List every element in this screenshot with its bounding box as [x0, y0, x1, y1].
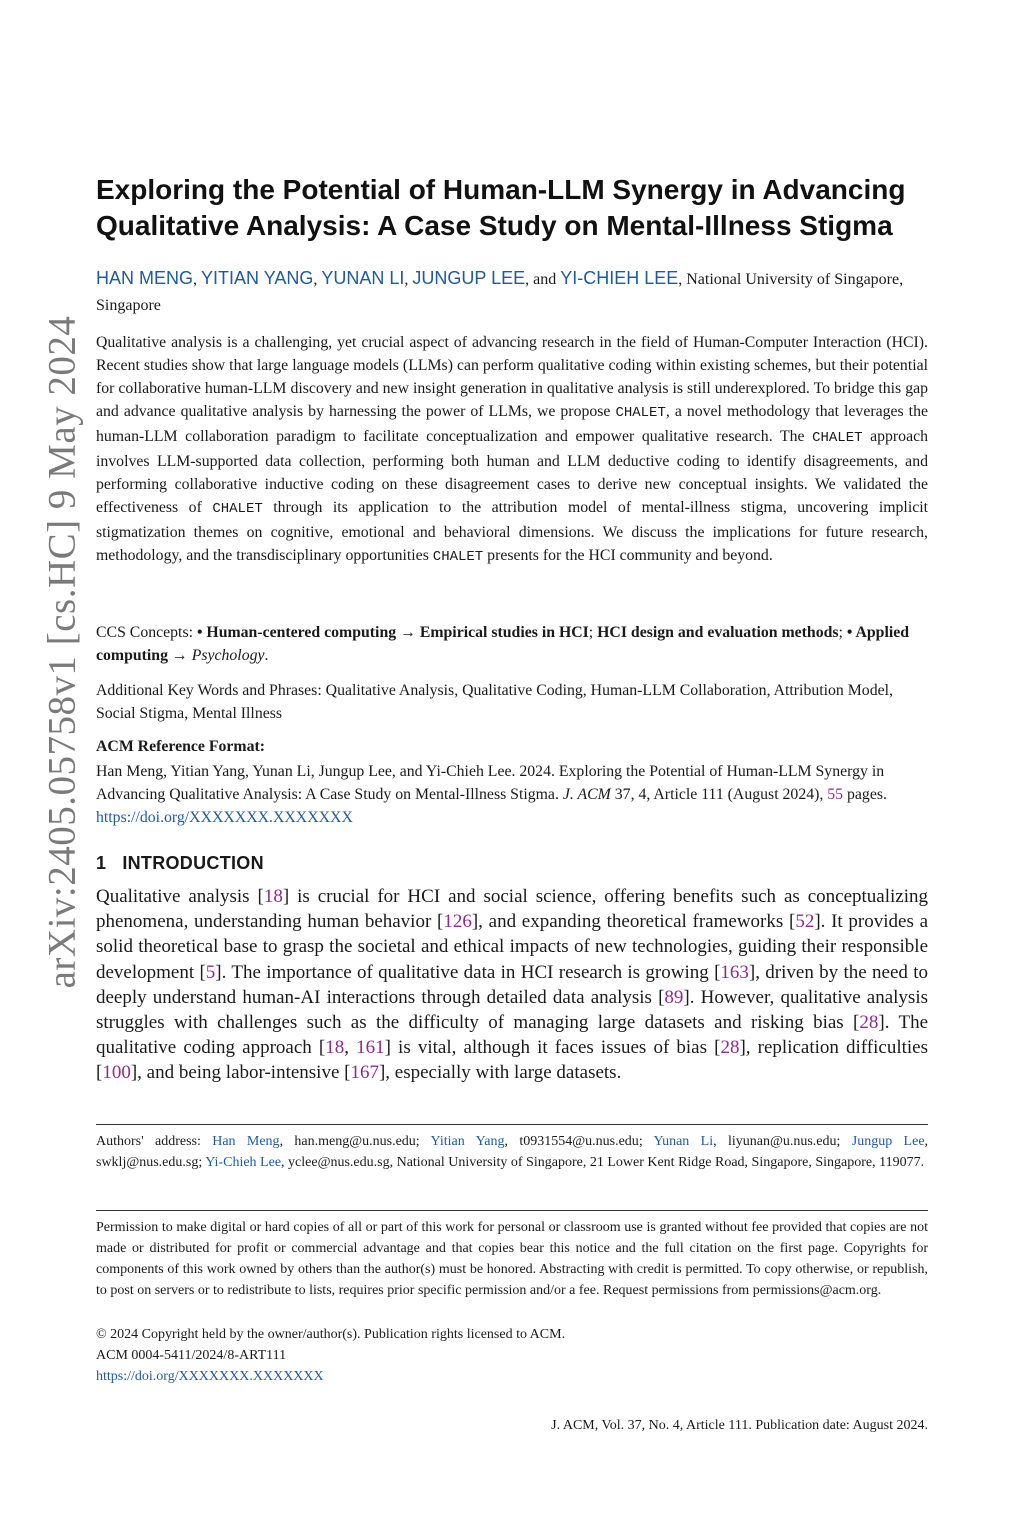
citation-link[interactable]: 18 — [325, 1037, 345, 1059]
citation-link[interactable]: 89 — [664, 986, 684, 1008]
citation-link[interactable]: 126 — [443, 911, 472, 933]
paper-title: Exploring the Potential of Human-LLM Synergy in Advancing Qualitative Analysis: A Case Study on Mental-Illness Stigma — [96, 174, 906, 241]
author-separator: , — [404, 271, 413, 288]
author-footnote-link[interactable]: Yi-Chieh Lee — [205, 1155, 282, 1170]
page-count-link[interactable]: 55 — [827, 786, 844, 803]
method-name: CHALET — [812, 430, 863, 446]
reference-format: Han Meng, Yitian Yang, Yunan Li, Jungup Lee, and Yi-Chieh Lee. 2024. Exploring the Potential of Human-LLM Synergy in Advancing Qualitative Analysis: A Case Study on Mental-Illness Stigma. J. ACM 37, 4, Article 111 (August 2024), 55 pages. https://doi.org/XXXXXXX.XXXXXXX — [96, 763, 887, 826]
author-footnote-link[interactable]: Yitian Yang — [430, 1134, 505, 1149]
author-separator: , and — [525, 271, 561, 288]
author-link[interactable]: YUNAN LI — [321, 268, 405, 288]
copyright-line: © 2024 Copyright held by the owner/author(s). Publication rights licensed to ACM. — [96, 1327, 566, 1342]
author-link[interactable]: JUNGUP LEE — [412, 268, 526, 288]
citation-link[interactable]: 5 — [205, 961, 216, 983]
authors-address: Authors' address: Han Meng, han.meng@u.nus.edu; Yitian Yang, t0931554@u.nus.edu; Yunan Li, liyunan@u.nus.edu; Jungup Lee, swklj@nus.edu.sg; Yi-Chieh Lee, yclee@nus.edu.sg, National University of Singapore, 21 Lower Kent Ridge Road, Singapore, Singapore, 119077. — [96, 1134, 929, 1170]
ccs-concepts: CCS Concepts: • Human-centered computing → Empirical studies in HCI; HCI design and evaluation methods; • Applied computing → Psychology. — [96, 624, 910, 664]
affiliation: , National University of Singapore, Singapore — [96, 271, 904, 314]
author-footnote-link[interactable]: Jungup Lee — [851, 1134, 925, 1149]
citation-link[interactable]: 100 — [102, 1062, 131, 1084]
section-heading: 1 INTRODUCTION — [96, 853, 264, 873]
author-link[interactable]: YI-CHIEH LEE — [560, 268, 679, 288]
footnote-divider — [96, 1124, 928, 1125]
author-footnote-link[interactable]: Han Meng — [212, 1134, 280, 1149]
doi-link[interactable]: https://doi.org/XXXXXXX.XXXXXXX — [96, 809, 353, 826]
method-name: CHALET — [212, 501, 263, 517]
arxiv-identifier: arXiv:2405.05758v1 [cs.HC] 9 May 2024 — [40, 315, 84, 989]
keywords: Additional Key Words and Phrases: Qualitative Analysis, Qualitative Coding, Human-LLM Collaboration, Attribution Model, Social Stigma, Mental Illness — [96, 682, 893, 722]
permission-notice: Permission to make digital or hard copies of all or part of this work for personal or classroom use is granted without fee provided that copies are not made or distributed for profit or commercial advantage and that copies bear this notice and the full citation on the first page. Copyrights for components of this work owned by others than the author(s) must be honored. Abstracting with credit is permitted. To copy otherwise, or republish, to post on servers or to redistribute to lists, requires prior specific permission and/or a fee. Request permissions from permissions@acm.org. — [96, 1220, 928, 1298]
method-name: CHALET — [432, 549, 484, 565]
citation-link[interactable]: 163 — [720, 961, 749, 983]
page-footer: J. ACM, Vol. 37, No. 4, Article 111. Publication date: August 2024. — [551, 1418, 928, 1433]
author-link[interactable]: YITIAN YANG — [201, 268, 314, 288]
author-footnote-link[interactable]: Yunan Li — [653, 1134, 714, 1149]
method-name: CHALET — [615, 405, 666, 421]
citation-link[interactable]: 18 — [263, 886, 283, 907]
permission-divider — [96, 1210, 928, 1211]
author-list — [96, 265, 928, 319]
citation-link[interactable]: 28 — [859, 1012, 879, 1034]
introduction-paragraph: Qualitative analysis [18] is crucial for HCI and social science, offering benefits such as conceptualizing phenomena, understanding human behavior [126], and expanding theoretical frameworks [52]. It provides a solid theoretical base to grasp the societal and ethical impacts of new technologies, guiding their responsible development [5]. The importance of qualitative data in HCI research is growing [163], driven by the need to deeply understand human-AI interactions through detailed data analysis [89]. However, qualitative analysis struggles with challenges such as the difficulty of managing large datasets and risking bias [28]. The qualitative coding approach [18, 161] is vital, although it faces issues of bias [28], replication difficulties [100], and being labor-intensive [167], especially with large datasets. — [96, 886, 928, 1084]
footer-doi-link[interactable]: https://doi.org/XXXXXXX.XXXXXXX — [96, 1369, 324, 1384]
author-separator: , — [193, 271, 202, 288]
acm-identifier: ACM 0004-5411/2024/8-ART111 — [96, 1348, 287, 1363]
abstract: Qualitative analysis is a challenging, yet crucial aspect of advancing research in the field of Human-Computer Interaction (HCI). Recent studies show that large language models (LLMs) can perform qualitative coding within existing schemes, but their potential for collaborative human-LLM discovery and new insight generation in qualitative analysis is still underexplored. To bridge this gap and advance qualitative analysis by harnessing the power of LLMs, we propose CHALET, a novel methodology that leverages the human-LLM collaboration paradigm to facilitate conceptualization and empower qualitative research. The CHALET approach involves LLM-supported data collection, performing both human and LLM deductive coding to identify disagreements, and performing collaborative inductive coding on these disagreement cases to derive new conceptual insights. We validated the effectiveness of CHALET through its application to the attribution model of mental-illness stigma, uncovering implicit stigmatization themes on cognitive, emotional and behavioral dimensions. We discuss the implications for future research, methodology, and the transdisciplinary opportunities CHALET presents for the HCI community and beyond. — [96, 334, 928, 565]
citation-link[interactable]: 167 — [350, 1062, 379, 1084]
citation-link[interactable]: 161 — [356, 1037, 385, 1059]
citation-link[interactable]: 28 — [720, 1037, 740, 1059]
author-link[interactable]: HAN MENG — [96, 268, 194, 288]
author-separator: , — [313, 271, 322, 288]
reference-heading: ACM Reference Format: — [96, 738, 265, 755]
citation-link[interactable]: 52 — [795, 911, 815, 933]
